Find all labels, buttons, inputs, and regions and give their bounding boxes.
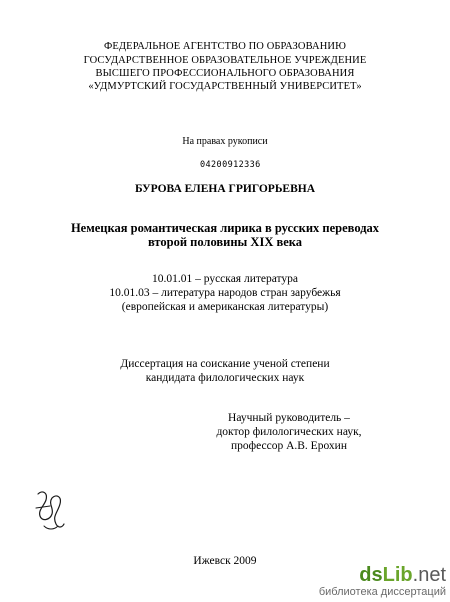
watermark-lib: Lib <box>382 564 413 586</box>
watermark-ds: ds <box>359 564 383 586</box>
supervisor-name: профессор А.В. Ерохин <box>231 440 347 452</box>
watermark-net: .net <box>412 564 446 586</box>
supervisor-label: Научный руководитель – <box>228 412 350 424</box>
specialty-2: 10.01.03 – литература народов стран зарубежья <box>109 287 341 299</box>
dslib-watermark <box>319 565 446 598</box>
rights-note: На правах рукописи <box>182 136 268 147</box>
watermark-logo <box>319 565 446 585</box>
registration-number: 04200912336 <box>200 160 261 170</box>
specialty-2-detail: (европейская и американская литературы) <box>121 301 329 313</box>
institution-type-line: ГОСУДАРСТВЕННОЕ ОБРАЗОВАТЕЛЬНОЕ УЧРЕЖДЕНИЕ <box>83 55 367 66</box>
supervisor-degree: доктор филологических наук, <box>216 426 362 438</box>
institution-level-line: ВЫСШЕГО ПРОФЕССИОНАЛЬНОГО ОБРАЗОВАНИЯ <box>95 68 355 79</box>
thesis-title-line-1: Немецкая романтическая лирика в русских переводах <box>70 221 380 235</box>
author-name: БУРОВА ЕЛЕНА ГРИГОРЬЕВНА <box>134 183 316 195</box>
handwritten-signature <box>32 486 68 534</box>
specialty-1: 10.01.01 – русская литература <box>151 273 299 285</box>
watermark-subtitle: библиотека диссертаций <box>318 586 446 598</box>
city-year: Ижевск 2009 <box>193 555 257 567</box>
thesis-title-line-2: второй половины XIX века <box>147 235 303 249</box>
degree-line-2: кандидата филологических наук <box>145 372 305 384</box>
agency-name: ФЕДЕРАЛЬНОЕ АГЕНТСТВО ПО ОБРАЗОВАНИЮ <box>104 41 346 52</box>
degree-line-1: Диссертация на соискание ученой степени <box>120 358 330 370</box>
university-name: «УДМУРТСКИЙ ГОСУДАРСТВЕННЫЙ УНИВЕРСИТЕТ» <box>88 81 362 92</box>
